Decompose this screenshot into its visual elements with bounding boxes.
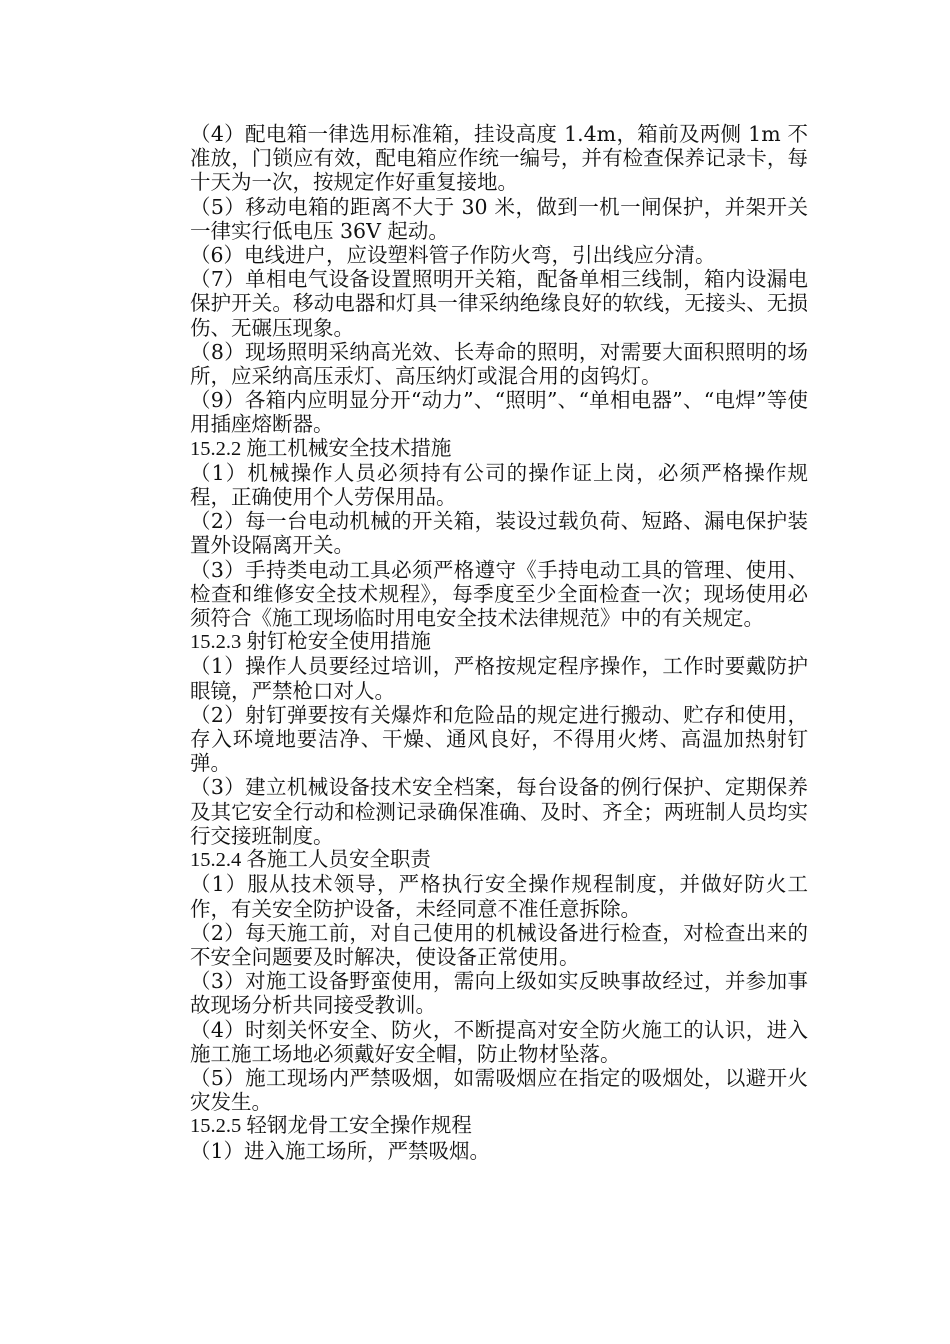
paragraph-duties-4: （4）时刻关怀安全、防火，不断提高对安全防火施工的认识，进入施工施工场地必须戴好安全帽，防止物材坠落。 xyxy=(190,1017,808,1066)
paragraph-8-lighting: （8）现场照明采纳高光效、长寿命的照明，对需要大面积照明的场所，应采纳高压汞灯、高压纳灯或混合用的卤钨灯。 xyxy=(190,339,808,389)
paragraph-nail-gun-3: （3）建立机械设备技术安全档案，每台设备的例行保护、定期保养及其它安全行动和检测记录确保准确、及时、齐全；两班制人员均实行交接班制度。 xyxy=(190,775,808,848)
paragraph-duties-3: （3）对施工设备野蛮使用，需向上级如实反映事故经过，并参加事故现场分析共同接受教训。 xyxy=(190,969,808,1018)
paragraph-machinery-2: （2）每一台电动机械的开关箱，装设过载负荷、短路、漏电保护装置外设隔离开关。 xyxy=(190,509,808,558)
paragraph-machinery-3: （3）手持类电动工具必须严格遵守《手持电动工具的管理、使用、检查和维修安全技术规程》，每季度至少全面检查一次；现场使用必须符合《施工现场临时用电安全技术法律规范》中的有关规定。 xyxy=(190,557,808,631)
section-heading-15-2-2: 15.2.2 施工机械安全技术措施 xyxy=(190,437,452,460)
paragraph-9-box-separation: （9）各箱内应明显分开“动力”、“照明”、“单相电器”、“电焊”等使用插座熔断器。 xyxy=(190,388,808,437)
section-heading-15-2-3: 15.2.3 射钉枪安全使用措施 xyxy=(190,631,431,654)
paragraph-nail-gun-1: （1）操作人员要经过培训，严格按规定程序操作，工作时要戴防护眼镜，严禁枪口对人。 xyxy=(190,654,808,703)
document-page xyxy=(190,122,808,1163)
paragraph-6-wire-entry: （6）电线进户，应设塑料管子作防火弯，引出线应分清。 xyxy=(190,243,716,268)
paragraph-4-distribution-box: （4）配电箱一律选用标准箱，挂设高度 1.4m，箱前及两侧 1m 不准放，门锁应有效，配电箱应作统一编号，并有检查保养记录卡，每十天为一次，按规定作好重复接地。 xyxy=(190,122,808,195)
paragraph-light-steel-1: （1）进入施工场所，严禁吸烟。 xyxy=(190,1138,491,1163)
paragraph-duties-1: （1）服从技术领导，严格执行安全操作规程制度，并做好防火工作，有关安全防护设备，未经同意不准任意拆除。 xyxy=(190,872,808,921)
section-heading-15-2-4: 15.2.4 各施工人员安全职责 xyxy=(190,849,431,872)
paragraph-nail-gun-2: （2）射钉弹要按有关爆炸和危险品的规定进行搬动、贮存和使用，存入环境地要洁净、干燥、通风良好，不得用火烤、高温加热射钉弹。 xyxy=(190,702,808,776)
paragraph-5-mobile-box: （5）移动电箱的距离不大于 30 米，做到一机一闸保护，并架开关一律实行低电压 36V 起动。 xyxy=(190,194,808,243)
section-heading-15-2-5: 15.2.5 轻钢龙骨工安全操作规程 xyxy=(190,1115,472,1138)
paragraph-duties-5: （5）施工现场内严禁吸烟，如需吸烟应在指定的吸烟处，以避开火灾发生。 xyxy=(190,1065,808,1115)
paragraph-machinery-1: （1）机械操作人员必须持有公司的操作证上岗，必须严格操作规程，正确使用个人劳保用品。 xyxy=(190,460,808,510)
paragraph-duties-2: （2）每天施工前，对自己使用的机械设备进行检查，对检查出来的不安全问题要及时解决，使设备正常使用。 xyxy=(190,920,808,969)
paragraph-7-single-phase: （7）单相电气设备设置照明开关箱，配备单相三线制，箱内设漏电保护开关。移动电器和灯具一律采纳绝缘良好的软线，无接头、无损伤、无碾压现象。 xyxy=(190,267,808,340)
